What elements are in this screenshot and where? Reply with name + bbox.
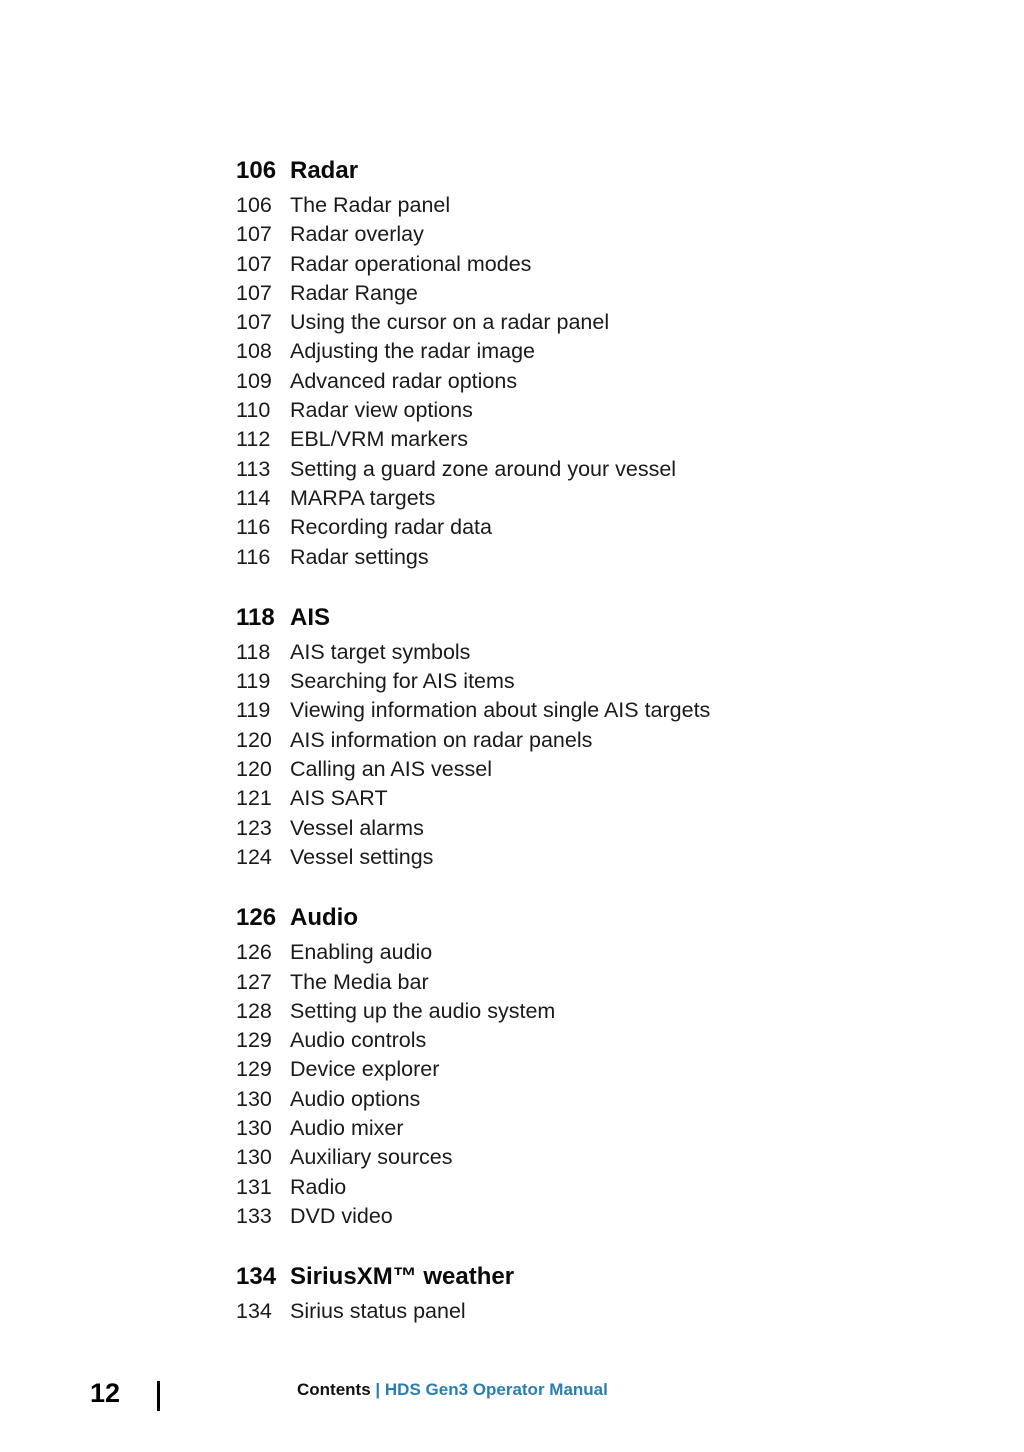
toc-entry[interactable] <box>236 728 956 757</box>
footer-title <box>297 1380 608 1400</box>
entry-title: Setting up the audio system <box>290 998 556 1023</box>
table-of-contents <box>236 157 956 1359</box>
toc-entry[interactable] <box>236 1299 956 1328</box>
entry-title: AIS target symbols <box>290 639 471 664</box>
footer-section-label: Contents <box>297 1380 371 1399</box>
entry-title: MARPA targets <box>290 485 436 510</box>
toc-entry[interactable] <box>236 1204 956 1233</box>
entry-title: Calling an AIS vessel <box>290 757 492 782</box>
section-heading[interactable] <box>236 157 956 193</box>
entry-title: Device explorer <box>290 1057 440 1082</box>
entry-page-number: 120 <box>236 727 272 752</box>
entry-title: AIS information on radar panels <box>290 727 593 752</box>
section-heading[interactable] <box>236 604 956 640</box>
entry-title: The Radar panel <box>290 193 451 217</box>
entry-page-number: 121 <box>236 786 272 811</box>
entry-page-number: 130 <box>236 1086 272 1111</box>
entry-title: The Media bar <box>290 969 429 994</box>
entry-page-number: 129 <box>236 1057 272 1082</box>
entry-page-number: 116 <box>236 544 271 569</box>
entry-title: Radar Range <box>290 280 418 305</box>
entry-page-number: 127 <box>236 969 272 994</box>
entry-page-number: 107 <box>236 280 272 305</box>
toc-entry[interactable] <box>236 1087 956 1116</box>
entry-title: Radar view options <box>290 398 473 423</box>
section-heading[interactable] <box>236 1263 956 1299</box>
toc-entry[interactable] <box>236 339 956 368</box>
entry-page-number: 123 <box>236 815 272 840</box>
entry-page-number: 116 <box>236 515 271 540</box>
entry-page-number: 134 <box>236 1299 272 1324</box>
toc-section <box>236 904 956 1233</box>
entry-title: Using the cursor on a radar panel <box>290 310 610 335</box>
footer-divider <box>157 1381 160 1411</box>
toc-entry[interactable] <box>236 252 956 281</box>
entry-title: Vessel settings <box>290 844 434 869</box>
toc-entry[interactable] <box>236 457 956 486</box>
toc-entry[interactable] <box>236 1175 956 1204</box>
entry-title: Vessel alarms <box>290 815 424 840</box>
toc-entry[interactable] <box>236 427 956 456</box>
entry-title: Enabling audio <box>290 940 433 965</box>
toc-entry[interactable] <box>236 281 956 310</box>
entry-page-number: 108 <box>236 339 272 364</box>
entry-title: Setting a guard zone around your vessel <box>290 456 677 481</box>
toc-entry[interactable] <box>236 369 956 398</box>
entry-title: Radio <box>290 1174 347 1199</box>
entry-page-number: 131 <box>236 1174 272 1199</box>
entry-title: DVD video <box>290 1203 393 1228</box>
entry-title: Audio options <box>290 1086 421 1111</box>
entry-page-number: 118 <box>236 639 271 664</box>
entry-page-number: 114 <box>236 485 271 510</box>
entry-title: Radar settings <box>290 544 429 569</box>
page-number: 12 <box>90 1378 121 1408</box>
toc-entry[interactable] <box>236 640 956 669</box>
toc-entry[interactable] <box>236 786 956 815</box>
entry-page-number: 130 <box>236 1116 272 1141</box>
toc-entry[interactable] <box>236 816 956 845</box>
toc-entry[interactable] <box>236 1028 956 1057</box>
toc-entry[interactable] <box>236 698 956 727</box>
section-title: AIS <box>290 603 331 631</box>
entry-title: Radar overlay <box>290 222 424 247</box>
entry-page-number: 130 <box>236 1145 272 1170</box>
entry-page-number: 120 <box>236 757 272 782</box>
toc-section <box>236 157 956 574</box>
toc-entry[interactable] <box>236 1057 956 1086</box>
entry-title: Viewing information about single AIS targets <box>290 698 711 723</box>
section-title: Radar <box>290 157 359 184</box>
entry-title: AIS SART <box>290 786 388 811</box>
toc-entry[interactable] <box>236 970 956 999</box>
entry-title: Advanced radar options <box>290 368 518 393</box>
toc-entry[interactable] <box>236 999 956 1028</box>
toc-entry[interactable] <box>236 515 956 544</box>
section-heading[interactable] <box>236 904 956 940</box>
toc-entry[interactable] <box>236 310 956 339</box>
entry-page-number: 119 <box>236 669 271 694</box>
toc-section <box>236 604 956 874</box>
entry-page-number: 126 <box>236 940 272 965</box>
toc-entry[interactable] <box>236 1145 956 1174</box>
section-page-number: 106 <box>236 157 277 184</box>
entry-page-number: 107 <box>236 222 272 247</box>
section-page-number: 126 <box>236 904 277 932</box>
toc-entry[interactable] <box>236 940 956 969</box>
section-title: Audio <box>290 904 358 932</box>
entry-title: Audio mixer <box>290 1116 404 1141</box>
entry-page-number: 109 <box>236 368 272 393</box>
toc-entry[interactable] <box>236 757 956 786</box>
entry-page-number: 112 <box>236 427 271 452</box>
entry-title: Auxiliary sources <box>290 1145 453 1170</box>
toc-entry[interactable] <box>236 398 956 427</box>
entry-page-number: 107 <box>236 251 272 276</box>
toc-entry[interactable] <box>236 193 956 222</box>
section-page-number: 118 <box>236 603 275 631</box>
section-title: SiriusXM™ weather <box>290 1263 515 1291</box>
entry-page-number: 110 <box>236 398 271 423</box>
entry-title: Searching for AIS items <box>290 669 515 694</box>
entry-title: Audio controls <box>290 1028 427 1053</box>
toc-entry[interactable] <box>236 669 956 698</box>
entry-title: Adjusting the radar image <box>290 339 536 364</box>
footer-manual-title: HDS Gen3 Operator Manual <box>384 1380 608 1399</box>
entry-page-number: 133 <box>236 1203 272 1228</box>
footer-separator: | <box>375 1380 381 1399</box>
section-page-number: 134 <box>236 1263 277 1291</box>
entry-title: Sirius status panel <box>290 1299 466 1324</box>
entry-page-number: 107 <box>236 310 272 335</box>
entry-page-number: 128 <box>236 998 272 1023</box>
toc-entry[interactable] <box>236 545 956 574</box>
toc-entry[interactable] <box>236 1116 956 1145</box>
entry-title: EBL/VRM markers <box>290 427 469 452</box>
toc-section <box>236 1263 956 1328</box>
entry-page-number: 119 <box>236 698 271 723</box>
toc-entry[interactable] <box>236 845 956 874</box>
entry-page-number: 129 <box>236 1028 272 1053</box>
entry-page-number: 124 <box>236 844 272 869</box>
toc-entry[interactable] <box>236 222 956 251</box>
entry-title: Recording radar data <box>290 515 492 540</box>
entry-page-number: 106 <box>236 193 272 217</box>
entry-page-number: 113 <box>236 456 271 481</box>
entry-title: Radar operational modes <box>290 251 532 276</box>
toc-entry[interactable] <box>236 486 956 515</box>
